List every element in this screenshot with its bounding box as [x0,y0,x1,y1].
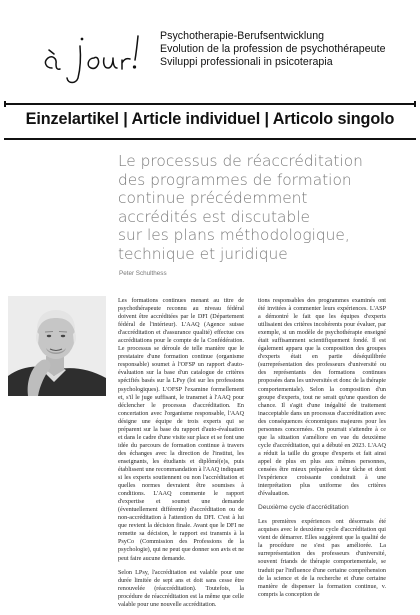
article-title-line: Le processus de réaccréditation [118,152,363,170]
journal-subtitles [160,30,416,69]
subheading: Deuxième cycle d'accréditation [258,504,349,512]
journal-header [0,0,420,104]
article-column-left [118,297,244,615]
paragraph: Les formations continues menant au titre de psychothérapeute reconnu au niveau fédéral doivent être accréditées par le DFI (Département fédéral de l'intérieur). L'AAQ (Agence suisse d'accréditation et d'assurance qualité) effectue ces accréditations pour le compte de la Confédération. Le processus se déroule de telle manière que le prestataire d'une formation continue (organisme responsable) soumet à l'OFSP un rapport d'auto-évaluation sur la base d'un catalogue de critères spécifiés basés sur la LPsy (loi sur les professions psychologiques). L'OFSP l'examine formellement et, s'il le juge suffisant, le transmet à l'AAQ pour déclencher le processus d'accréditation. En concertation avec l'organisme responsable, l'AAQ désigne une équipe de trois experts qui se préparent sur la base du rapport d'auto-évaluation et dans le cadre d'une visite sur place et se font une idée du parcours de formation continue à travers des échanges avec la direction de l'institut, les enseignants, les étudiants et diplômé(e)s, puis établissent une recommandation à l'AAQ indiquant si les experts soutiennent ou non l'accréditation et quelles normes devraient être soumises à conditions. L'AAQ commente le rapport d'expertise et soumet une demande (éventuellement différente) d'accréditation ou de non-accréditation à l'attention du DFI. C'est à lui que revient la décision finale. Avant que le DFI ne remette sa décision, le rapport est transmis à la PsyCo (Commission des Professions de la psychologie), qui ne peut que donner son avis et ne peut faire aucune demande. [118,298,244,562]
article-column-right [258,297,386,605]
author-photo [8,296,106,396]
author-portrait-icon [8,296,106,396]
rule-tick-left [4,101,6,107]
a-jour-logo [38,24,148,86]
top-rule [4,103,416,105]
section-title: Einzelartikel | Article individuel | Articolo singolo [25,110,395,128]
paragraph: Selon LPsy, l'accréditation est valable pour une durée limitée de sept ans et doit sans cesse être renouvelée (réaccréditation). Toutefois, la procédure de réaccréditation est la même que celle valable pour une nouvelle accréditation. [118,569,244,608]
article-title-line: sur les plans méthodologique, [118,226,350,245]
author-name: Peter Schulthess [119,270,167,277]
paragraph: Les premières expériences ont désormais été acquises avec le deuxième cycle d'accréditation qui vient de démarrer. Elles suggèrent que la qualité de la procédure ne s'est pas améliorée. La surreprésentation des professeurs d'université, souvent friands de thérapie comportementale, se traduit par l'influence d'une certaine compréhension de la science et de la recherche et d'une certaine manière de dispenser la formation continue, v. compris la conception de [258,519,386,598]
article-title-line: continue précédemment [118,189,308,208]
article-title-line: accrédités est discutable [118,207,310,226]
article-title [118,152,418,264]
title-it: Sviluppi professionali in psicoterapia [160,56,333,68]
a-jour-logo-icon [38,24,148,86]
title-fr: Evolution de la profession de psychothérapeute [160,43,386,55]
article-title-line: des programmes de formation [118,170,352,189]
paragraph: tions responsables des programmes examinés ont été invitées à commenter leurs expériences. L'ASP a démontré le fait que les équipes d'experts utilisaient des critères incohérents pour évaluer, par exemple, si un modèle de psychothérapie enseigné était suffisamment scientifiquement fondé. Il est également apparu que la composition des groupes d'experts était en partie déséquilibrée (surreprésentation des professeurs d'université ou des représentants des formations continues proposées dans les universités et donc de la thérapie comportementale). Selon la composition d'un groupe d'experts, tout ne serait qu'une question de chance. Il s'agit d'une inégalité de traitement inacceptable dans un processus d'accréditation avec des conséquences économiques majeures pour les personnes concernées. On pourrait s'attendre à ce que la situation s'améliore en vue du deuxième cycle d'accréditation, qui a débuté en 2023. L'AAQ a réduit la taille du groupe d'experts et fait ainsi appel de plus en plus aux mêmes personnes, censées être mieux préparées à leur tâche et dont l'expérience croissante conduirait à une interprétation plus uniforme des critères d'évaluation. [258,298,386,498]
bottom-rule [4,138,416,140]
title-de: Psychotherapie-Berufsentwicklung [160,30,325,42]
article-title-line: technique et juridique [118,244,288,263]
rule-tick-right [414,101,416,107]
